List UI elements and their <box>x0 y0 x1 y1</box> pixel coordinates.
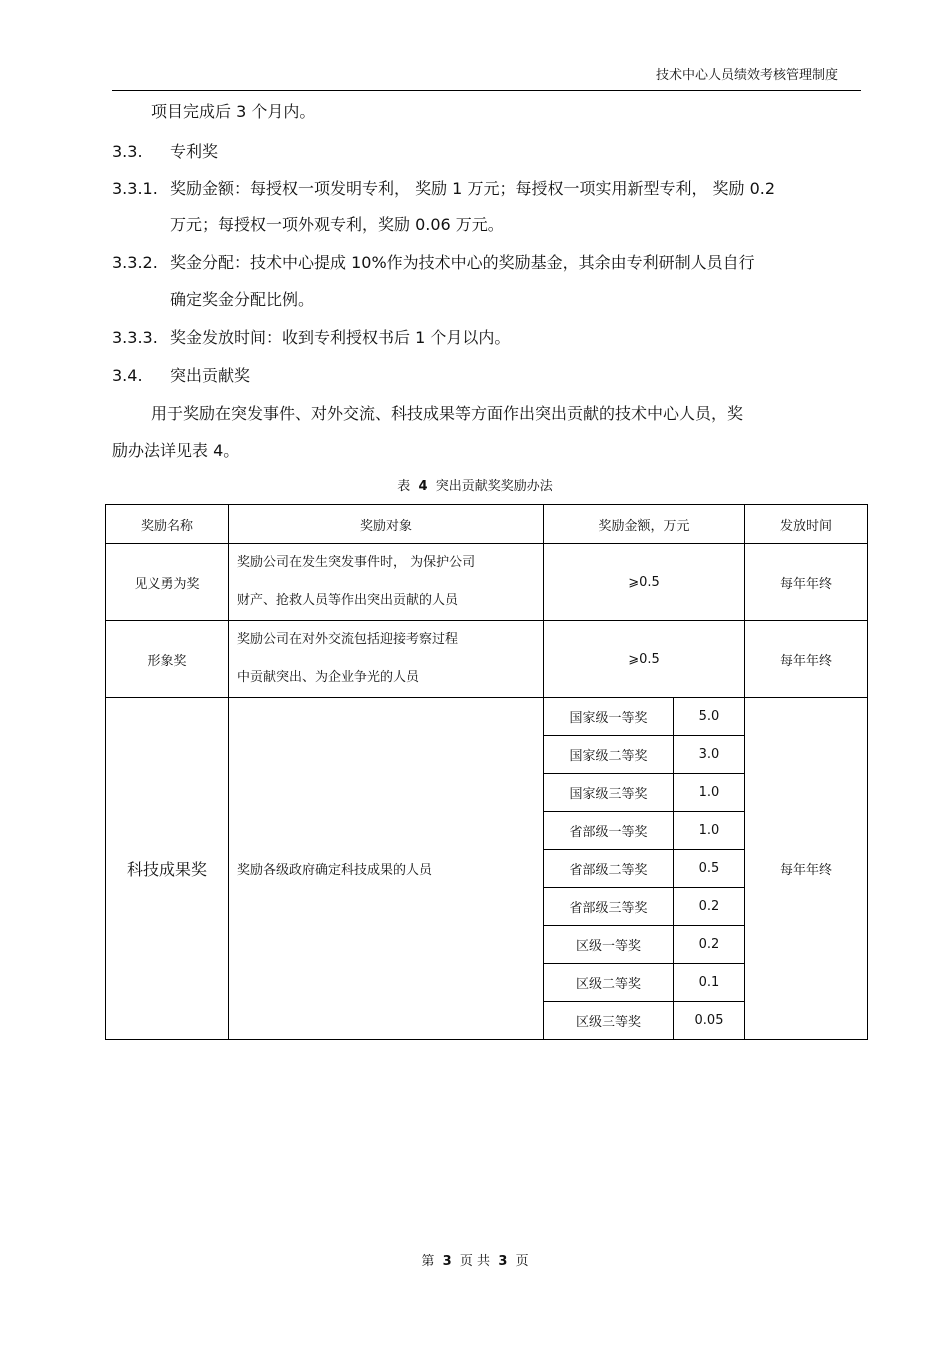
header-award-amount: 奖励金额，万元 <box>544 505 745 544</box>
level-amount: 0.2 <box>674 926 745 964</box>
footer-prefix: 第 <box>421 1254 435 1269</box>
target-line: 财产、抢救人员等作出突出贡献的人员 <box>237 593 459 608</box>
level-amount: 1.0 <box>674 774 745 812</box>
page-total: 3 <box>498 1254 508 1269</box>
level-amount: 1.0 <box>674 812 745 850</box>
table-caption <box>0 475 950 494</box>
clause-number: 3.3.3. <box>112 328 158 347</box>
award-time: 每年年终 <box>745 544 868 621</box>
paragraph-line-2: 励办法详见表 4。 <box>112 441 240 460</box>
award-time: 每年年终 <box>745 621 868 698</box>
clause-number: 3.3.2. <box>112 253 158 272</box>
award-target: 奖励各级政府确定科技成果的人员 <box>229 698 544 1040</box>
level-amount: 0.5 <box>674 850 745 888</box>
target-line: 奖励公司在对外交流包括迎接考察过程 <box>237 632 459 647</box>
award-level: 省部级三等奖 <box>544 888 674 926</box>
clause-text: 奖励金额：每授权一项发明专利， 奖励 1 万元；每授权一项实用新型专利， 奖励 0.2 <box>170 179 776 198</box>
section-number: 3.3. <box>112 142 143 161</box>
section-number: 3.4. <box>112 366 143 385</box>
section-heading: 专利奖 <box>170 142 219 161</box>
table-header-row <box>106 505 868 544</box>
target-line: 中贡献突出、为企业争光的人员 <box>237 670 420 685</box>
running-header-title: 技术中心人员绩效考核管理制度 <box>655 68 838 83</box>
level-amount: 3.0 <box>674 736 745 774</box>
page-number: 3 <box>442 1254 452 1269</box>
award-level: 国家级三等奖 <box>544 774 674 812</box>
target-line: 奖励公司在发生突发事件时， 为保护公司 <box>237 555 476 570</box>
section-3-4 <box>112 363 250 386</box>
body-line-continuation: 项目完成后 3 个月内。 <box>151 102 316 121</box>
clause-number: 3.3.1. <box>112 179 158 198</box>
award-table <box>105 504 868 1040</box>
award-amount: ⩾0.5 <box>544 544 745 621</box>
award-name: 科技成果奖 <box>106 698 229 1040</box>
award-target <box>229 621 544 698</box>
level-amount: 5.0 <box>674 698 745 736</box>
level-amount: 0.2 <box>674 888 745 926</box>
award-level: 省部级二等奖 <box>544 850 674 888</box>
table-row <box>106 621 868 698</box>
page-footer <box>0 1250 950 1269</box>
caption-prefix: 表 <box>397 479 411 494</box>
award-level: 国家级一等奖 <box>544 698 674 736</box>
level-amount: 0.1 <box>674 964 745 1002</box>
section-3-3 <box>112 139 218 162</box>
clause-3-3-2 <box>112 250 755 273</box>
clause-text: 奖金分配：技术中心提成 10%作为技术中心的奖励基金，其余由专利研制人员自行 <box>170 253 755 272</box>
section-heading: 突出贡献奖 <box>170 366 251 385</box>
award-level: 国家级二等奖 <box>544 736 674 774</box>
award-level: 省部级一等奖 <box>544 812 674 850</box>
award-name: 见义勇为奖 <box>106 544 229 621</box>
table-row <box>106 698 868 736</box>
clause-3-3-2-continued: 确定奖金分配比例。 <box>170 290 315 309</box>
award-time: 每年年终 <box>745 698 868 1040</box>
award-level: 区级一等奖 <box>544 926 674 964</box>
clause-3-3-3 <box>112 325 510 348</box>
clause-3-3-1 <box>112 176 775 199</box>
award-amount: ⩾0.5 <box>544 621 745 698</box>
award-target <box>229 544 544 621</box>
award-level: 区级三等奖 <box>544 1002 674 1040</box>
footer-mid: 页 共 <box>459 1254 491 1269</box>
paragraph-line-1: 用于奖励在突发事件、对外交流、科技成果等方面作出突出贡献的技术中心人员，奖 <box>151 404 744 423</box>
header-award-target: 奖励对象 <box>229 505 544 544</box>
award-level: 区级二等奖 <box>544 964 674 1002</box>
footer-suffix: 页 <box>515 1254 529 1269</box>
table-row <box>106 544 868 621</box>
level-amount: 0.05 <box>674 1002 745 1040</box>
clause-text: 奖金发放时间：收到专利授权书后 1 个月以内。 <box>170 328 511 347</box>
caption-number: 4 <box>418 479 428 494</box>
header-rule <box>112 90 861 91</box>
header-award-name: 奖励名称 <box>106 505 229 544</box>
clause-3-3-1-continued: 万元；每授权一项外观专利，奖励 0.06 万元。 <box>170 215 504 234</box>
header-award-time: 发放时间 <box>745 505 868 544</box>
caption-text: 突出贡献奖奖励办法 <box>435 479 553 494</box>
award-name: 形象奖 <box>106 621 229 698</box>
